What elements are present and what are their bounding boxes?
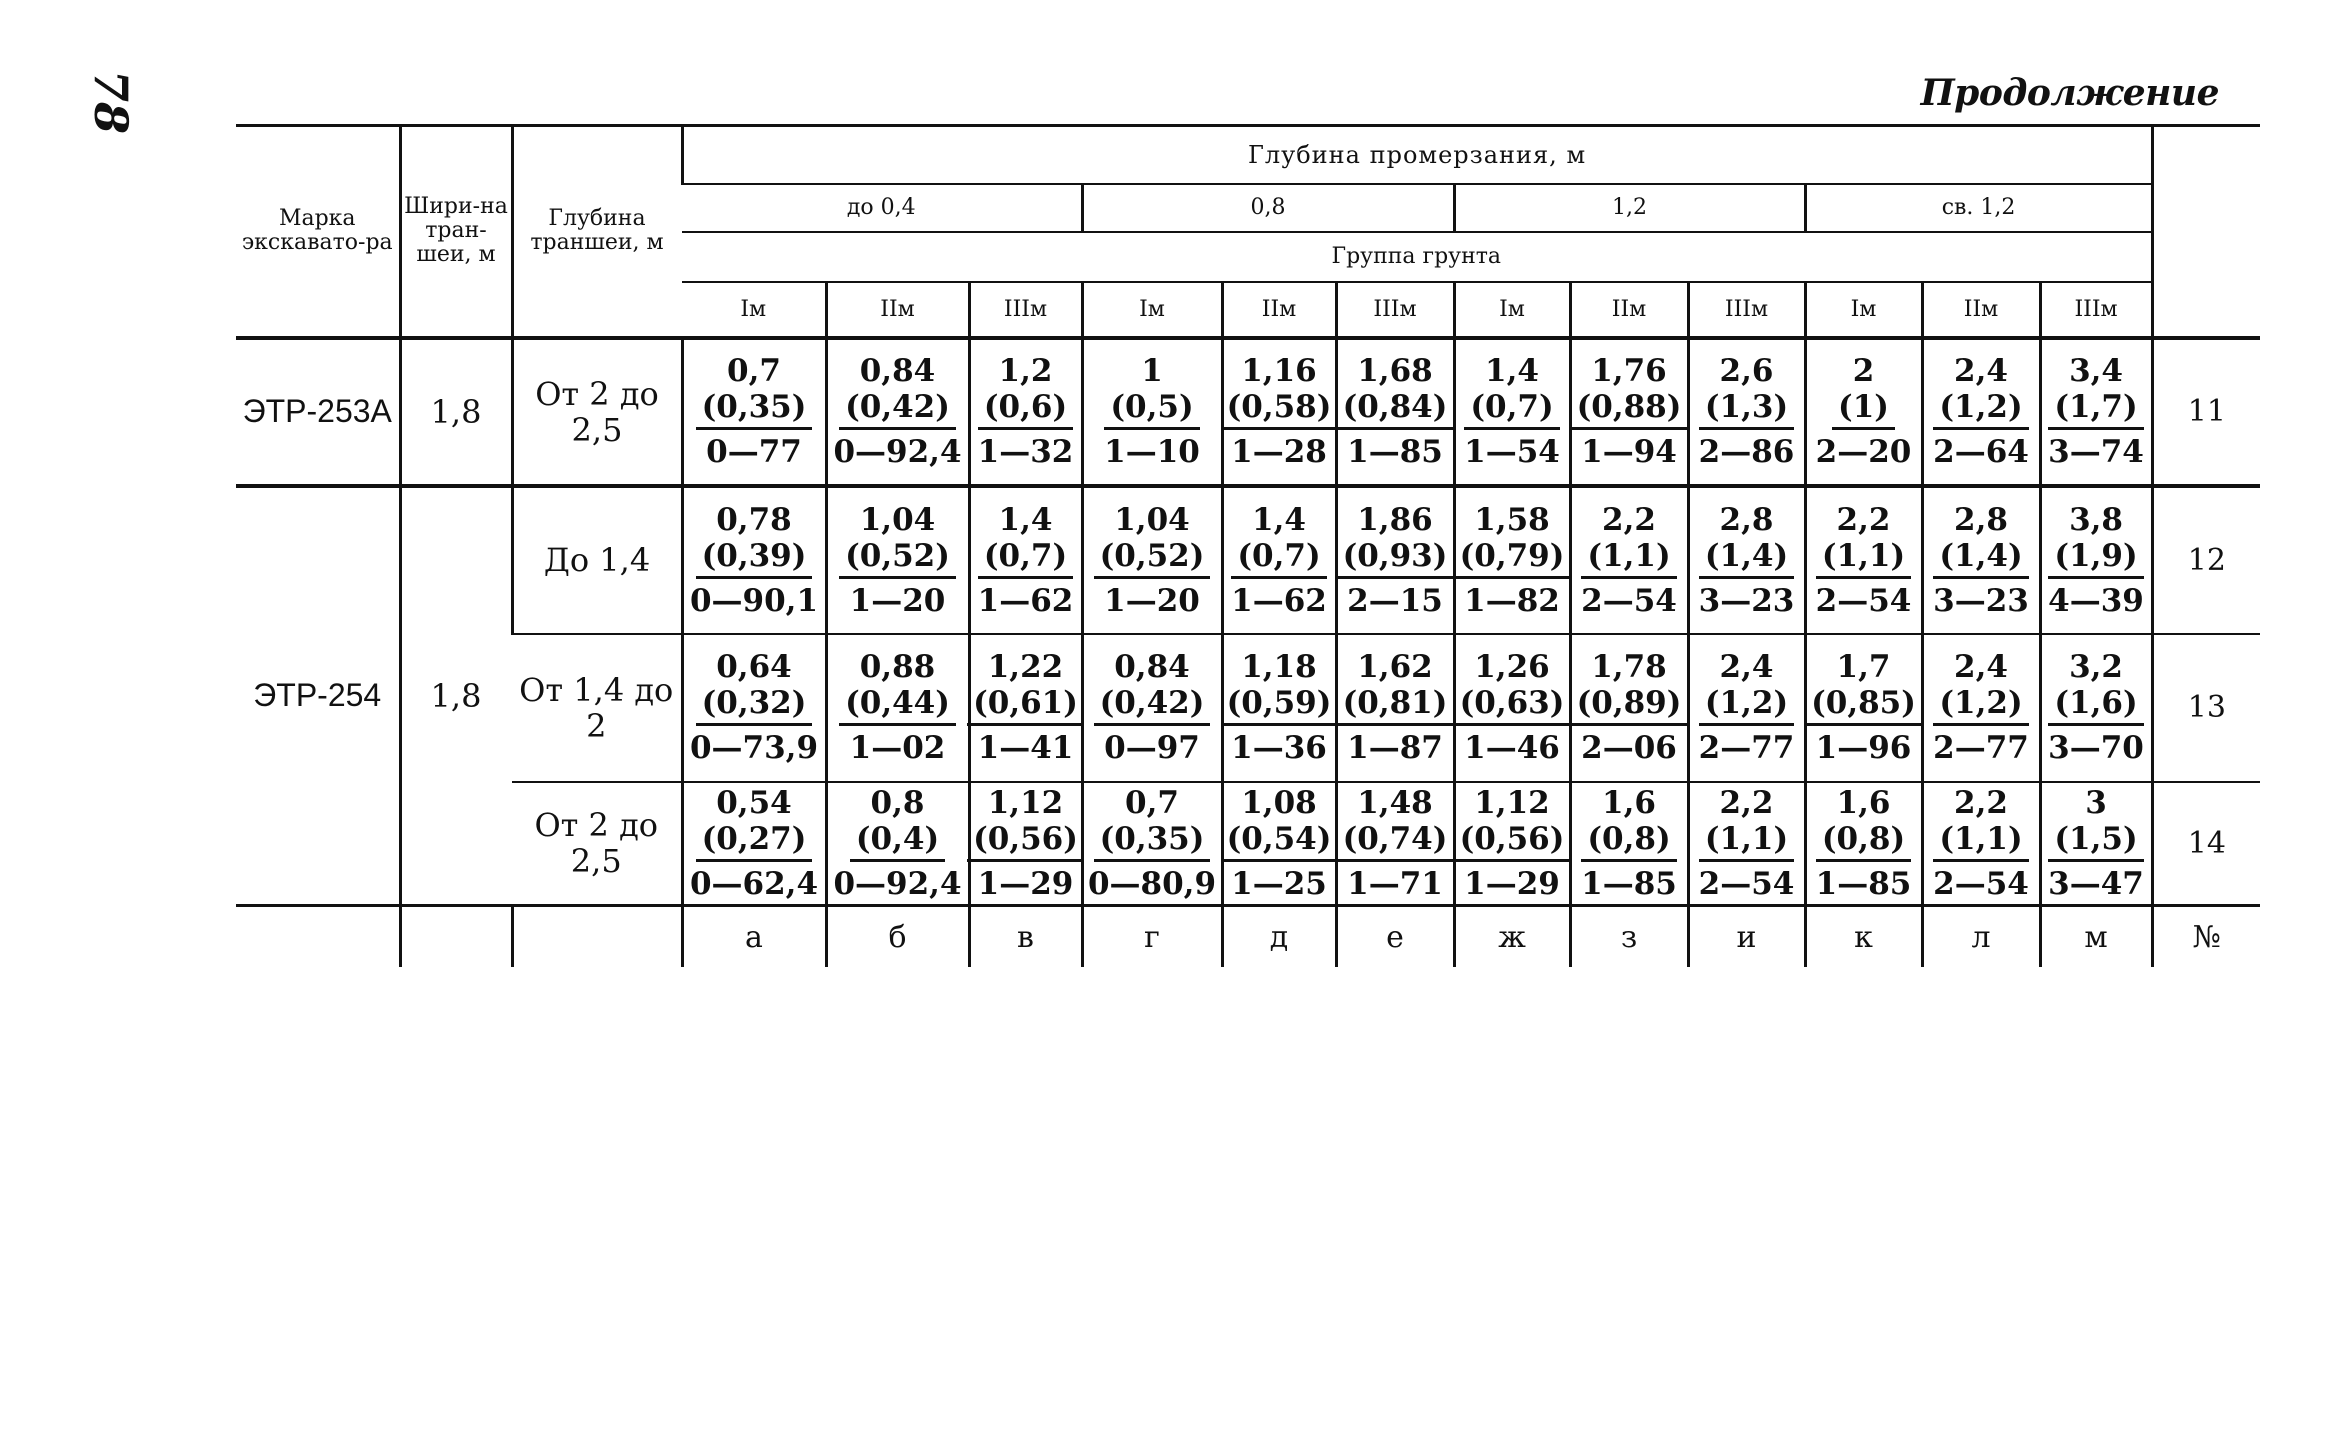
machine-time-value: (0,6) xyxy=(983,389,1068,425)
labor-value: 2,4 xyxy=(1954,649,2008,685)
norm-cell xyxy=(969,634,1082,782)
price-value: 1—29 xyxy=(977,865,1074,902)
labor-value: 1,2 xyxy=(998,353,1053,389)
labor-value: 1,08 xyxy=(1241,784,1317,821)
norm-cell xyxy=(1082,338,1222,486)
price-value: 1—94 xyxy=(1581,434,1677,470)
price-value: 3—74 xyxy=(2048,434,2144,470)
price-value: 0—62,4 xyxy=(689,865,819,902)
machine-time-value: (1) xyxy=(1838,389,1889,425)
soil-class: Iм xyxy=(1805,282,1922,338)
labor-value: 2,2 xyxy=(1836,501,1891,538)
frost-group: 0,8 xyxy=(1082,184,1454,232)
trench-width: 1,8 xyxy=(400,486,512,906)
machine-time-value: (0,44) xyxy=(845,685,950,721)
machine-time-value: (0,7) xyxy=(1470,389,1554,425)
norm-cell xyxy=(1688,782,1805,906)
norm-cell xyxy=(1805,338,1922,486)
machine-time-value: (1,2) xyxy=(1704,685,1789,721)
foot-blank-excavator xyxy=(236,906,400,968)
machine-time-value: (0,52) xyxy=(845,537,950,574)
norm-cell xyxy=(1222,338,1336,486)
price-value: 2—77 xyxy=(1933,730,2029,766)
norm-cell xyxy=(1082,486,1222,634)
labor-value: 3,2 xyxy=(2069,649,2123,685)
machine-time-value: (0,54) xyxy=(1226,820,1332,857)
norm-cell xyxy=(1222,486,1336,634)
price-value: 2—77 xyxy=(1698,730,1795,766)
labor-value: 1,12 xyxy=(987,784,1064,821)
frost-group: 1,2 xyxy=(1454,184,1805,232)
price-value: 2—15 xyxy=(1347,582,1443,619)
norm-cell xyxy=(1805,634,1922,782)
price-value: 2—54 xyxy=(1698,865,1795,902)
page-number: 78 xyxy=(84,70,138,135)
labor-value: 1,16 xyxy=(1241,353,1317,389)
machine-time-value: (0,52) xyxy=(1099,537,1205,574)
machine-time-value: (0,89) xyxy=(1576,685,1682,721)
machine-time-value: (0,35) xyxy=(1099,820,1205,857)
machine-time-value: (0,32) xyxy=(701,685,807,721)
labor-value: 3,4 xyxy=(2069,353,2123,389)
labor-value: 2 xyxy=(1852,353,1875,389)
labor-value: 2,2 xyxy=(1954,784,2008,821)
labor-value: 2,4 xyxy=(1719,649,1774,685)
header-depth: Глубина траншеи, м xyxy=(512,126,682,338)
machine-time-value: (0,42) xyxy=(845,389,950,425)
labor-value: 1,04 xyxy=(1114,501,1190,538)
header-num-blank xyxy=(2152,126,2260,338)
price-value: 0—92,4 xyxy=(833,434,962,470)
norm-cell xyxy=(2040,634,2152,782)
labor-value: 1,68 xyxy=(1357,353,1433,389)
norm-cell xyxy=(1570,486,1688,634)
column-letter: л xyxy=(1922,906,2040,968)
norm-cell xyxy=(1805,486,1922,634)
soil-class: Iм xyxy=(1454,282,1570,338)
labor-value: 0,88 xyxy=(859,649,936,685)
norm-cell xyxy=(1922,782,2040,906)
norms-table xyxy=(236,124,2260,967)
price-value: 0—97 xyxy=(1104,730,1200,766)
norm-cell xyxy=(1222,634,1336,782)
column-letter: г xyxy=(1082,906,1222,968)
price-value: 1—25 xyxy=(1231,865,1327,902)
labor-value: 1,4 xyxy=(1252,501,1306,538)
norm-cell xyxy=(826,634,969,782)
soil-class: IIIм xyxy=(2040,282,2152,338)
trench-width: 1,8 xyxy=(400,338,512,486)
price-value: 0—80,9 xyxy=(1087,865,1217,902)
norm-cell xyxy=(1688,486,1805,634)
machine-time-value: (0,7) xyxy=(1237,537,1321,574)
labor-value: 1,76 xyxy=(1591,353,1667,389)
price-value: 3—23 xyxy=(1933,582,2029,619)
machine-time-value: (1,1) xyxy=(1821,537,1906,574)
price-value: 0—92,4 xyxy=(833,865,962,902)
soil-class: IIIм xyxy=(1336,282,1454,338)
soil-class: IIм xyxy=(1570,282,1688,338)
soil-class: IIм xyxy=(1922,282,2040,338)
machine-time-value: (0,4) xyxy=(855,820,940,857)
continuation-label: Продолжение xyxy=(1920,72,2219,114)
labor-value: 0,64 xyxy=(716,649,792,685)
row-number: 11 xyxy=(2152,338,2260,486)
machine-time-value: (0,8) xyxy=(1587,820,1671,857)
labor-value: 1,6 xyxy=(1836,784,1891,821)
foot-blank-width xyxy=(400,906,512,968)
column-letter: в xyxy=(969,906,1082,968)
trench-depth: От 2 до 2,5 xyxy=(534,806,659,881)
norm-cell xyxy=(682,634,826,782)
table-row xyxy=(236,782,2260,906)
price-value: 1—85 xyxy=(1815,865,1912,902)
machine-time-value: (0,58) xyxy=(1226,389,1332,425)
labor-value: 0,7 xyxy=(727,353,781,389)
labor-value: 1,26 xyxy=(1474,649,1550,685)
machine-time-value: (0,88) xyxy=(1576,389,1682,425)
soil-class: IIм xyxy=(1222,282,1336,338)
labor-value: 2,8 xyxy=(1954,501,2008,538)
column-letter: з xyxy=(1570,906,1688,968)
norm-cell xyxy=(1336,486,1454,634)
norm-cell xyxy=(682,782,826,906)
norm-cell xyxy=(1222,782,1336,906)
norm-cell xyxy=(1570,782,1688,906)
row-number: 14 xyxy=(2152,782,2260,906)
price-value: 1—28 xyxy=(1231,434,1327,470)
norm-cell xyxy=(1454,486,1570,634)
machine-time-value: (0,74) xyxy=(1342,820,1448,857)
column-letter: д xyxy=(1222,906,1336,968)
price-value: 1—41 xyxy=(977,730,1074,766)
price-value: 2—06 xyxy=(1581,730,1677,766)
header-excavator: Марка экскавато-ра xyxy=(236,126,400,338)
machine-time-value: (0,79) xyxy=(1459,537,1565,574)
price-value: 1—96 xyxy=(1815,730,1912,766)
norm-cell xyxy=(2040,486,2152,634)
machine-time-value: (1,1) xyxy=(1939,820,2023,857)
column-letter: е xyxy=(1336,906,1454,968)
labor-value: 0,84 xyxy=(1114,649,1190,685)
norm-cell xyxy=(2040,338,2152,486)
column-letter: м xyxy=(2040,906,2152,968)
row-number: 12 xyxy=(2152,486,2260,634)
norm-cell xyxy=(1922,486,2040,634)
soil-class: IIIм xyxy=(1688,282,1805,338)
price-value: 1—85 xyxy=(1581,865,1677,902)
row-number: 13 xyxy=(2152,634,2260,782)
machine-time-value: (1,7) xyxy=(2054,389,2138,425)
machine-time-value: (0,39) xyxy=(701,537,807,574)
price-value: 1—71 xyxy=(1347,865,1443,902)
price-value: 2—54 xyxy=(1581,582,1677,619)
norm-cell xyxy=(969,486,1082,634)
trench-depth: От 2 до 2,5 xyxy=(512,338,682,486)
labor-value: 1 xyxy=(1141,353,1163,389)
norm-cell xyxy=(1454,782,1570,906)
machine-time-value: (1,2) xyxy=(1939,389,2023,425)
price-value: 1—32 xyxy=(977,434,1074,470)
labor-value: 3 xyxy=(2085,784,2107,821)
number-symbol: № xyxy=(2152,906,2260,968)
price-value: 1—20 xyxy=(849,582,946,619)
labor-value: 2,8 xyxy=(1719,501,1774,538)
labor-value: 2,4 xyxy=(1954,353,2008,389)
machine-time-value: (0,8) xyxy=(1821,820,1906,857)
norm-cell xyxy=(1336,338,1454,486)
norm-cell xyxy=(826,782,969,906)
price-value: 2—64 xyxy=(1933,434,2029,470)
price-value: 2—86 xyxy=(1698,434,1795,470)
price-value: 2—54 xyxy=(1933,865,2029,902)
frost-group: до 0,4 xyxy=(682,184,1082,232)
labor-value: 0,7 xyxy=(1125,784,1179,821)
header-frost-depth: Глубина промерзания, м xyxy=(682,126,2152,184)
machine-time-value: (1,5) xyxy=(2054,820,2138,857)
machine-time-value: (0,84) xyxy=(1342,389,1448,425)
machine-time-value: (0,81) xyxy=(1342,685,1448,721)
labor-value: 1,62 xyxy=(1357,649,1433,685)
price-value: 1—36 xyxy=(1231,730,1327,766)
labor-value: 0,54 xyxy=(716,784,792,821)
labor-value: 1,86 xyxy=(1357,501,1433,538)
header-soil-group: Группа грунта xyxy=(682,232,2152,282)
labor-value: 3,8 xyxy=(2069,501,2123,538)
machine-time-value: (0,42) xyxy=(1099,685,1205,721)
norm-cell xyxy=(1688,634,1805,782)
norm-cell xyxy=(1570,338,1688,486)
labor-value: 1,12 xyxy=(1474,784,1550,821)
labor-value: 2,6 xyxy=(1719,353,1774,389)
labor-value: 1,58 xyxy=(1474,501,1550,538)
labor-value: 1,7 xyxy=(1836,649,1891,685)
price-value: 1—62 xyxy=(977,582,1074,619)
norm-cell xyxy=(1336,634,1454,782)
header-width: Шири-на тран-шеи, м xyxy=(400,126,512,338)
labor-value: 1,04 xyxy=(859,501,936,538)
table-row xyxy=(236,634,2260,782)
norm-cell xyxy=(1454,634,1570,782)
labor-value: 0,84 xyxy=(859,353,936,389)
labor-value: 1,48 xyxy=(1357,784,1433,821)
labor-value: 2,2 xyxy=(1602,501,1656,538)
norm-cell xyxy=(1082,782,1222,906)
machine-time-value: (1,9) xyxy=(2054,537,2138,574)
machine-time-value: (1,1) xyxy=(1704,820,1789,857)
price-value: 1—54 xyxy=(1464,434,1560,470)
column-letter: к xyxy=(1805,906,1922,968)
norm-cell xyxy=(826,486,969,634)
labor-value: 1,6 xyxy=(1602,784,1656,821)
machine-time-value: (1,3) xyxy=(1704,389,1789,425)
labor-value: 1,78 xyxy=(1591,649,1667,685)
norm-cell xyxy=(2040,782,2152,906)
table-row xyxy=(236,338,2260,486)
labor-value: 1,18 xyxy=(1241,649,1317,685)
price-value: 3—47 xyxy=(2048,865,2144,902)
labor-value: 0,78 xyxy=(716,501,792,538)
price-value: 1—29 xyxy=(1464,865,1560,902)
price-value: 1—02 xyxy=(849,730,946,766)
price-value: 3—23 xyxy=(1698,582,1795,619)
price-value: 1—82 xyxy=(1464,582,1560,619)
norm-cell xyxy=(1688,338,1805,486)
machine-time-value: (0,59) xyxy=(1226,685,1332,721)
price-value: 2—54 xyxy=(1815,582,1912,619)
norm-cell xyxy=(682,338,826,486)
price-value: 1—10 xyxy=(1104,434,1200,470)
price-value: 1—20 xyxy=(1104,582,1200,619)
norm-cell xyxy=(969,338,1082,486)
norm-cell xyxy=(1454,338,1570,486)
soil-class: Iм xyxy=(682,282,826,338)
price-value: 1—46 xyxy=(1464,730,1560,766)
soil-class: Iм xyxy=(1082,282,1222,338)
trench-depth: От 1,4 до 2 xyxy=(519,670,674,745)
soil-class: IIIм xyxy=(969,282,1082,338)
machine-time-value: (1,6) xyxy=(2054,685,2138,721)
machine-time-value: (1,4) xyxy=(1939,537,2023,574)
norm-cell xyxy=(1922,634,2040,782)
column-letter: и xyxy=(1688,906,1805,968)
norm-cell xyxy=(826,338,969,486)
price-value: 3—70 xyxy=(2048,730,2144,766)
machine-time-value: (0,63) xyxy=(1459,685,1565,721)
soil-class: IIм xyxy=(826,282,969,338)
labor-value: 1,22 xyxy=(987,649,1064,685)
machine-time-value: (0,35) xyxy=(701,389,807,425)
price-value: 0—77 xyxy=(706,434,802,470)
norm-cell xyxy=(682,486,826,634)
column-letter: а xyxy=(682,906,826,968)
machine-time-value: (0,61) xyxy=(973,685,1078,721)
trench-depth: До 1,4 xyxy=(512,486,682,634)
machine-time-value: (0,93) xyxy=(1342,537,1448,574)
price-value: 0—90,1 xyxy=(689,582,819,619)
machine-time-value: (0,56) xyxy=(973,820,1078,857)
machine-time-value: (1,2) xyxy=(1939,685,2023,721)
price-value: 1—87 xyxy=(1347,730,1443,766)
norm-cell xyxy=(1570,634,1688,782)
labor-value: 1,4 xyxy=(1485,353,1539,389)
excavator-name: ЭТР-253А xyxy=(242,393,392,429)
price-value: 1—62 xyxy=(1231,582,1327,619)
excavator-name: ЭТР-254 xyxy=(253,677,382,714)
machine-time-value: (0,56) xyxy=(1459,820,1565,857)
machine-time-value: (1,1) xyxy=(1587,537,1671,574)
norm-cell xyxy=(969,782,1082,906)
machine-time-value: (0,7) xyxy=(983,537,1068,574)
norm-cell xyxy=(1805,782,1922,906)
price-value: 2—20 xyxy=(1815,434,1912,470)
price-value: 1—85 xyxy=(1347,434,1443,470)
norm-cell xyxy=(1922,338,2040,486)
machine-time-value: (0,85) xyxy=(1811,685,1916,721)
labor-value: 2,2 xyxy=(1719,784,1774,821)
norm-cell xyxy=(1082,634,1222,782)
norm-cell xyxy=(1336,782,1454,906)
table-row xyxy=(236,486,2260,634)
machine-time-value: (0,5) xyxy=(1110,389,1194,425)
machine-time-value: (1,4) xyxy=(1704,537,1789,574)
price-value: 0—73,9 xyxy=(689,730,819,766)
frost-group: св. 1,2 xyxy=(1805,184,2152,232)
column-letter: б xyxy=(826,906,969,968)
price-value: 4—39 xyxy=(2048,582,2144,619)
labor-value: 1,4 xyxy=(998,501,1053,538)
machine-time-value: (0,27) xyxy=(701,820,807,857)
column-letter: ж xyxy=(1454,906,1570,968)
foot-blank-depth xyxy=(512,906,682,968)
labor-value: 0,8 xyxy=(870,784,925,821)
